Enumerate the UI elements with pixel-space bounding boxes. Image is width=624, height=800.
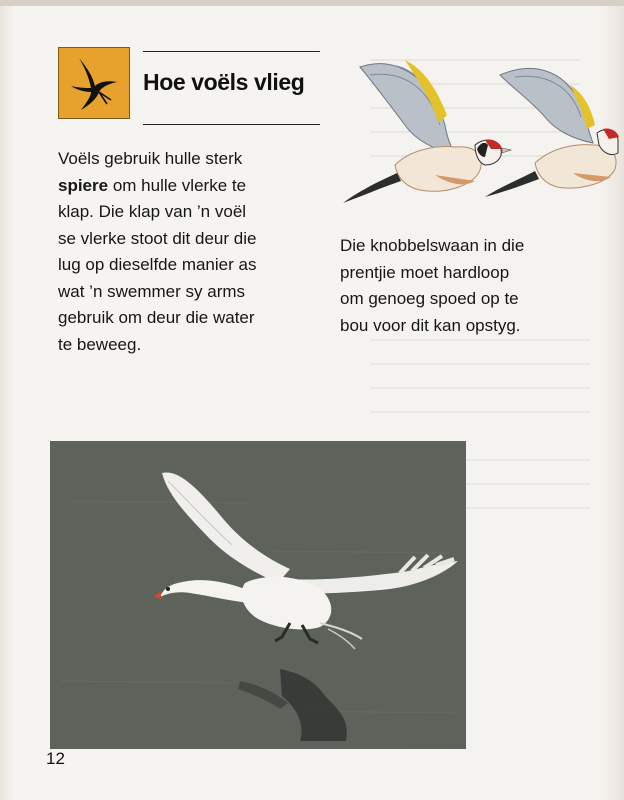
caption-line: Die knobbelswaan in die <box>340 236 525 255</box>
body-line: wat ’n swemmer sy arms <box>58 281 246 301</box>
page-title: Hoe voëls vlieg <box>143 69 305 95</box>
body-line <box>58 173 328 200</box>
body-line: se vlerke stoot dit deur die <box>58 228 257 248</box>
heading-rule-top <box>143 51 320 52</box>
page-number: 12 <box>46 749 65 768</box>
bold-term: spiere <box>58 175 109 195</box>
heading-rule-bottom <box>143 124 320 125</box>
caption-paragraph <box>340 233 580 339</box>
body-line: gebruik om deur die water <box>58 308 255 327</box>
body-line: lug op dieselfde manier as <box>58 255 257 274</box>
caption-line: bou voor dit kan opstyg. <box>340 315 521 335</box>
body-line-rest: om hulle vlerke te <box>108 175 247 195</box>
swallow-icon <box>58 47 130 119</box>
caption-line: prentjie moet hardloop <box>340 262 510 282</box>
goldfinch-right <box>485 68 619 197</box>
page-top-edge <box>0 0 624 6</box>
goldfinch-left <box>343 60 511 203</box>
caption-line: om genoeg spoed op te <box>340 289 519 308</box>
body-paragraph <box>58 146 328 358</box>
body-line: klap. Die klap van ’n voël <box>58 202 247 221</box>
goldfinches-illustration <box>335 45 620 215</box>
swan-photo <box>50 441 466 749</box>
body-line: Voëls gebruik hulle sterk <box>58 149 243 168</box>
body-line: te beweeg. <box>58 334 142 354</box>
